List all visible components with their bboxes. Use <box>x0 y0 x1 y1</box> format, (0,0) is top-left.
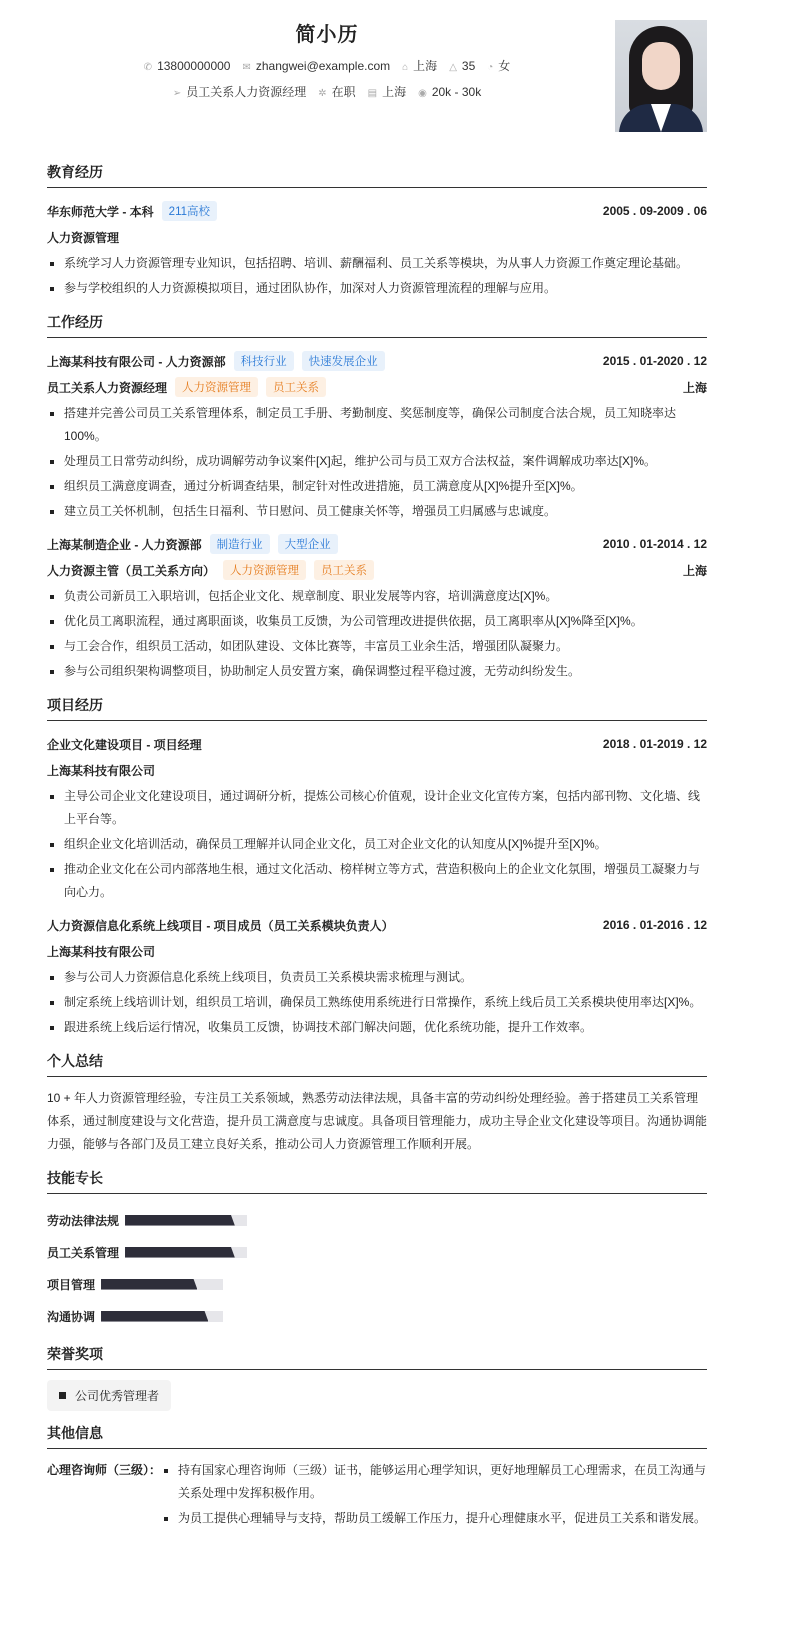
contact-text: 上海 <box>382 85 407 99</box>
bullet-item: 系统学习人力资源管理专业知识，包括招聘、培训、薪酬福利、员工关系等模块，为从事人力资源工作奠定理论基础。 <box>47 252 707 275</box>
entry-subheader <box>47 757 707 783</box>
summary-text: 10 + 年人力资源管理经验，专注员工关系领域，熟悉劳动法律法规，具备丰富的劳动纠纷处理经验。善于搭建员工关系管理体系，通过制度建设与文化营造，提升员工满意度与忠诚度。具备项目管理能力，成功主导企业文化建设等项目。沟通协调能力强，能够与各部门及员工建立良好关系，推动公司人力资源管理工作顺利开展。 <box>47 1091 708 1151</box>
skill-bar <box>125 1247 247 1258</box>
skill-name: 沟通协调 <box>47 1309 96 1324</box>
bullet-list <box>47 585 707 683</box>
candidate-name: 简小历 <box>295 24 359 46</box>
skill-bar-fill <box>125 1215 235 1226</box>
summary-section <box>47 1051 707 1156</box>
contact-item <box>402 59 437 73</box>
entry-title-group <box>47 534 338 554</box>
section-title: 荣誉奖项 <box>47 1344 707 1370</box>
entry-subheader <box>47 224 707 250</box>
entry-title-group <box>47 736 202 753</box>
entry-date: 2015 . 01-2020 . 12 <box>602 354 707 368</box>
entry <box>47 531 707 683</box>
bullet-list <box>47 252 707 300</box>
section-title: 技能专长 <box>47 1168 707 1194</box>
entry-subheader <box>47 557 707 583</box>
entry-title-group <box>47 917 394 934</box>
entry <box>47 912 707 1039</box>
resume-page <box>47 0 707 1532</box>
profile-photo <box>615 20 707 132</box>
contact-line-1 <box>47 57 607 74</box>
section-title: 项目经历 <box>47 695 707 721</box>
contact-item <box>242 59 390 73</box>
skill-bar-fill <box>101 1311 208 1322</box>
bullet-item: 主导公司企业文化建设项目，通过调研分析，提炼公司核心价值观，设计企业文化宣传方案，包括内部刊物、文化墙、线上平台等。 <box>47 785 707 831</box>
building-icon: ▤ <box>367 88 378 99</box>
entry-subheader <box>47 374 707 400</box>
entry-sub-group <box>47 229 119 246</box>
contact-item <box>318 85 355 99</box>
entry-sub-group <box>47 943 155 960</box>
entry-date: 2010 . 01-2014 . 12 <box>602 537 707 551</box>
contact-line-2 <box>47 83 607 100</box>
contact-item <box>144 59 231 73</box>
contact-item <box>173 85 306 99</box>
bullet-item: 处理员工日常劳动纠纷，成功调解劳动争议案件[X]起，维护公司与员工双方合法权益，案件调解成功率达[X]%。 <box>47 450 707 473</box>
resume-header <box>47 0 707 150</box>
other-item <box>47 1459 707 1532</box>
skill-bar <box>101 1311 223 1322</box>
contact-text: 女 <box>498 59 511 73</box>
tag: 人力资源管理 <box>223 560 306 580</box>
bullet-item: 与工会合作，组织员工活动，如团队建设、文体比赛等，丰富员工业余生活，增强团队凝聚力。 <box>47 635 707 658</box>
bullet-item: 搭建并完善公司员工关系管理体系，制定员工手册、考勤制度、奖惩制度等，确保公司制度合法合规，员工知晓率达 100%。 <box>47 402 707 448</box>
award-item <box>47 1380 171 1411</box>
contact-item <box>487 59 510 73</box>
contact-text: zhangwei@example.com <box>255 59 391 73</box>
home-icon: ⌂ <box>402 62 409 73</box>
skill-row <box>47 1204 707 1236</box>
entry-header <box>47 912 707 938</box>
entry-title: 人力资源信息化系统上线项目 - 项目成员（员工关系模块负责人） <box>47 918 394 933</box>
skill-row <box>47 1236 707 1268</box>
square-bullet-icon <box>59 1392 66 1399</box>
bullet-item: 建立员工关怀机制，包括生日福利、节日慰问、员工健康关怀等，增强员工归属感与忠诚度。 <box>47 500 707 523</box>
skill-name: 劳动法律法规 <box>47 1213 120 1228</box>
skill-row <box>47 1300 707 1332</box>
entry-subtitle: 人力资源主管（员工关系方向） <box>47 563 216 578</box>
salary-icon: ◉ <box>418 88 427 99</box>
tag: 人力资源管理 <box>175 377 258 397</box>
award-text: 公司优秀管理者 <box>75 1389 160 1403</box>
entry-date: 2005 . 09-2009 . 06 <box>602 204 707 218</box>
tag: 科技行业 <box>234 351 294 371</box>
entry-title: 上海某科技有限公司 - 人力资源部 <box>47 354 226 369</box>
bullet-item: 参与学校组织的人力资源模拟项目，通过团队协作，加深对人力资源管理流程的理解与应用。 <box>47 277 707 300</box>
projects-section <box>47 695 707 1039</box>
other-section <box>47 1423 707 1532</box>
bullet-item: 负责公司新员工入职培训，包括企业文化、规章制度、职业发展等内容，培训满意度达[X]%。 <box>47 585 707 608</box>
bullet-item: 参与公司人力资源信息化系统上线项目，负责员工关系模块需求梳理与测试。 <box>47 966 707 989</box>
entry <box>47 348 707 523</box>
entry-subheader <box>47 938 707 964</box>
contact-text: 35 <box>461 59 476 73</box>
section-title: 教育经历 <box>47 162 707 188</box>
entry <box>47 198 707 300</box>
entry-title-group <box>47 201 217 221</box>
contact-text: 13800000000 <box>157 59 231 73</box>
entry-header <box>47 731 707 757</box>
section-title: 工作经历 <box>47 312 707 338</box>
tag: 员工关系 <box>314 560 374 580</box>
bullet-item: 优化员工离职流程，通过离职面谈，收集员工反馈，为公司管理改进提供依据，员工离职率从[X]%降至[X]%。 <box>47 610 707 633</box>
section-title: 个人总结 <box>47 1051 707 1077</box>
contact-text: 在职 <box>331 85 356 99</box>
skill-row <box>47 1268 707 1300</box>
entry-location: 上海 <box>682 380 707 395</box>
bullet-list <box>161 1459 707 1532</box>
entry-title-group <box>47 351 385 371</box>
bullet-item: 制定系统上线培训计划，组织员工培训，确保员工熟练使用系统进行日常操作，系统上线后员工关系模块使用率达[X]%。 <box>47 991 707 1014</box>
bullet-item: 参与公司组织架构调整项目，协助制定人员安置方案，确保调整过程平稳过渡，无劳动纠纷发生。 <box>47 660 707 683</box>
contact-item <box>418 85 481 99</box>
entry-header <box>47 348 707 374</box>
entry-subtitle: 上海某科技有限公司 <box>47 944 156 959</box>
bullet-item: 跟进系统上线后运行情况，收集员工反馈，协调技术部门解决问题，优化系统功能，提升工作效率。 <box>47 1016 707 1039</box>
mail-icon: ✉ <box>242 62 251 73</box>
skill-bar <box>101 1279 223 1290</box>
entry-sub-group <box>47 377 326 397</box>
phone-icon: ✆ <box>143 62 153 73</box>
gender-icon: ◔ <box>487 62 494 73</box>
contact-text: 上海 <box>413 59 438 73</box>
skill-bar <box>125 1215 247 1226</box>
section-title: 其他信息 <box>47 1423 707 1449</box>
entry-location: 上海 <box>682 563 707 578</box>
tag: 员工关系 <box>266 377 326 397</box>
entry-date: 2016 . 01-2016 . 12 <box>602 918 707 932</box>
work-section <box>47 312 707 683</box>
contact-item <box>449 59 475 73</box>
tag: 大型企业 <box>278 534 338 554</box>
entry-title: 华东师范大学 - 本科 <box>47 204 154 219</box>
bullet-list <box>47 402 707 523</box>
contact-text: 20k - 30k <box>431 85 482 99</box>
skills-section <box>47 1168 707 1332</box>
age-icon: △ <box>449 62 457 73</box>
bullet-item: 为员工提供心理辅导与支持，帮助员工缓解工作压力，提升心理健康水平，促进员工关系和谐发展。 <box>161 1507 707 1530</box>
entry-header <box>47 198 707 224</box>
other-label: 心理咨询师（三级）： <box>47 1463 162 1477</box>
bullet-list <box>47 785 707 904</box>
tag: 211高校 <box>162 201 217 221</box>
skill-bar-fill <box>125 1247 235 1258</box>
education-section <box>47 162 707 300</box>
bullet-item: 组织企业文化培训活动，确保员工理解并认同企业文化，员工对企业文化的认知度从[X]%提升至[X]%。 <box>47 833 707 856</box>
status-icon: ✲ <box>318 88 327 99</box>
bullet-item: 持有国家心理咨询师（三级）证书，能够运用心理学知识，更好地理解员工心理需求，在员工沟通与关系处理中发挥积极作用。 <box>161 1459 707 1505</box>
entry <box>47 731 707 904</box>
entry-header <box>47 531 707 557</box>
entry-subtitle: 员工关系人力资源经理 <box>47 380 168 395</box>
skill-name: 员工关系管理 <box>47 1245 120 1260</box>
entry-subtitle: 人力资源管理 <box>47 230 120 245</box>
tag: 制造行业 <box>210 534 270 554</box>
skill-bar-fill <box>101 1279 197 1290</box>
entry-title: 企业文化建设项目 - 项目经理 <box>47 737 202 752</box>
entry-sub-group <box>47 560 374 580</box>
entry-sub-group <box>47 762 155 779</box>
entry-title: 上海某制造企业 - 人力资源部 <box>47 537 202 552</box>
contact-text: 员工关系人力资源经理 <box>186 85 307 99</box>
entry-date: 2018 . 01-2019 . 12 <box>602 737 707 751</box>
entry-subtitle: 上海某科技有限公司 <box>47 763 156 778</box>
bullet-list <box>47 966 707 1039</box>
skill-name: 项目管理 <box>47 1277 96 1292</box>
bullet-item: 组织员工满意度调查，通过分析调查结果，制定针对性改进措施，员工满意度从[X]%提升至[X]%。 <box>47 475 707 498</box>
bullet-item: 推动企业文化在公司内部落地生根，通过文化活动、榜样树立等方式，营造积极向上的企业文化氛围，增强员工凝聚力与向心力。 <box>47 858 707 904</box>
send-icon: ➢ <box>172 88 182 99</box>
awards-section <box>47 1344 707 1411</box>
tag: 快速发展企业 <box>302 351 385 371</box>
contact-item <box>368 85 406 99</box>
